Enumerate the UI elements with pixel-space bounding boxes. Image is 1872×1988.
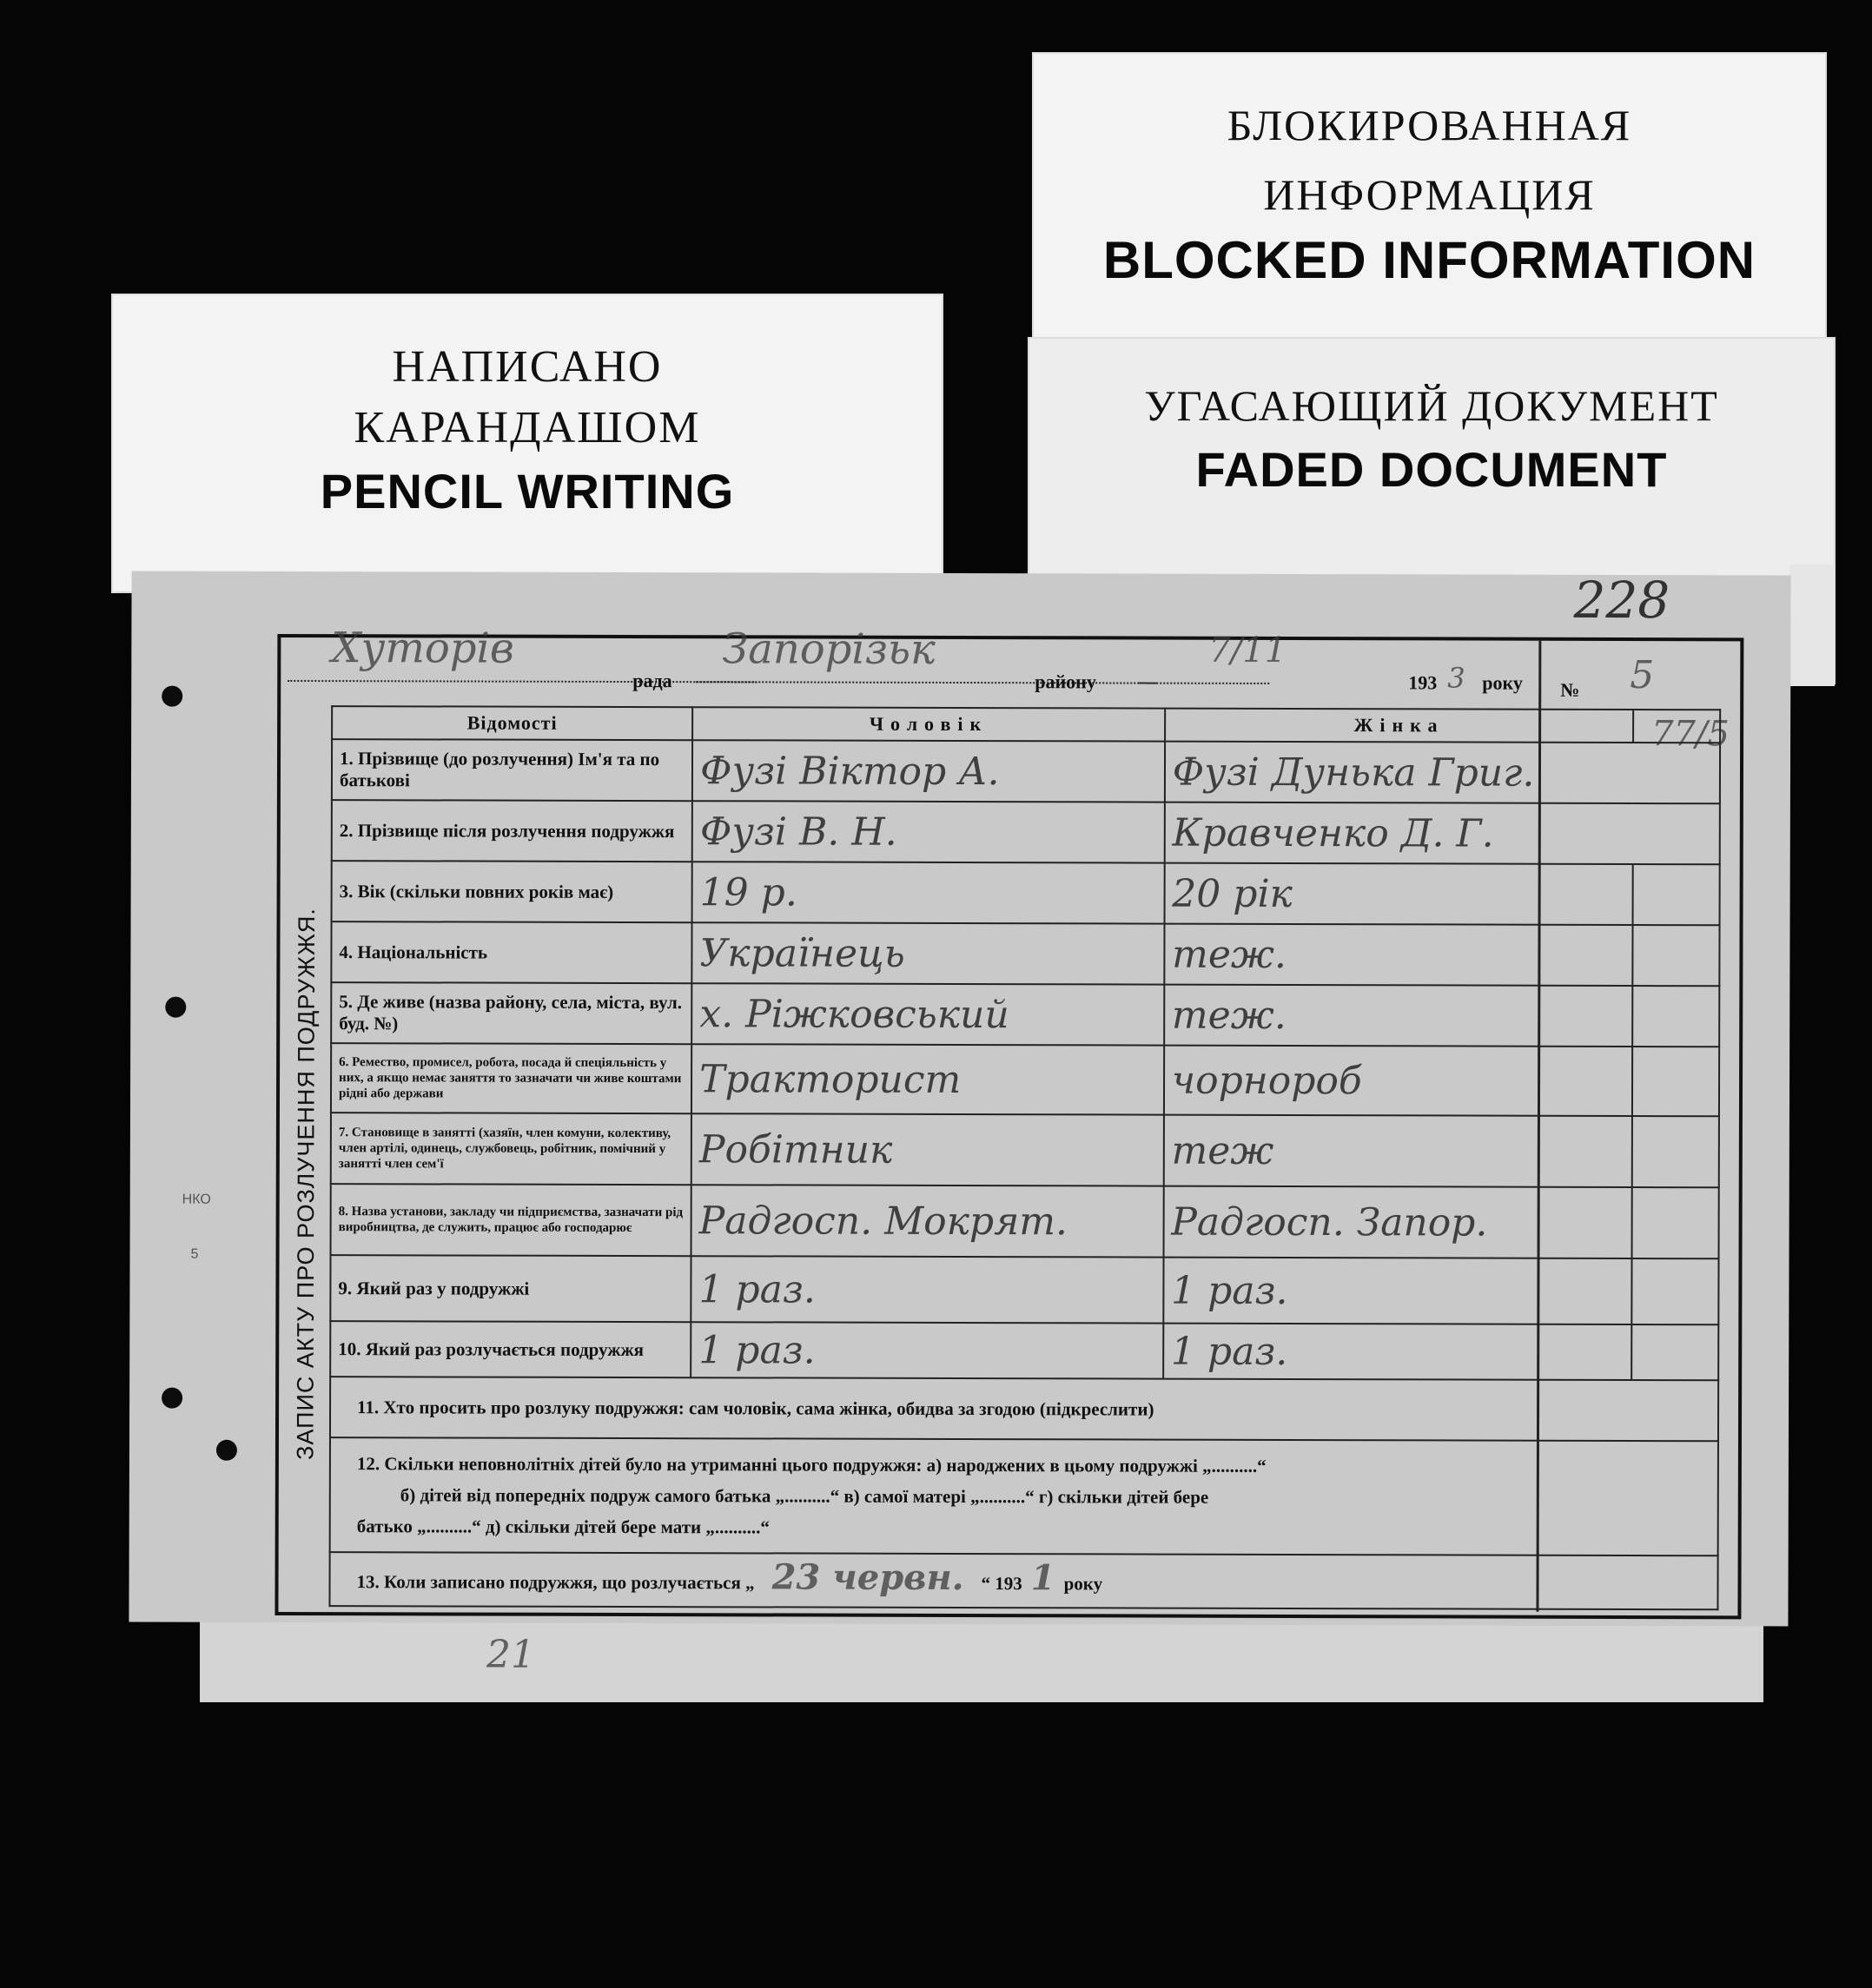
pencil-en-label: PENCIL WRITING [320,464,735,518]
table-row [332,739,1720,803]
table-row [331,1113,1719,1187]
table-header-row [332,706,1720,743]
punch-hole [162,1388,182,1409]
blocked-en-label: BLOCKED INFORMATION [1102,231,1756,289]
row-label: 3. Вік (скільки повних років має) [332,861,692,922]
question-12 [330,1437,1718,1555]
man-value: 1 раз. [691,1256,1163,1323]
man-value: Радгосп. Мокрят. [691,1185,1164,1257]
question-12-line1: 12. Скільки неповнолітніх дітей було на утриманні цього подружжя: а) народжених в цьому подружжі „..........“ [356,1453,1267,1476]
row-label: 9. Який раз у подружжі [330,1255,691,1322]
table-row [332,800,1720,864]
question-13-year-label: року [1063,1573,1103,1595]
card-edge [1789,565,1835,686]
punch-hole [216,1440,237,1461]
woman-value: теж [1163,1115,1632,1187]
man-value: х. Ріжковський [691,983,1164,1045]
woman-value: 20 рік [1164,863,1633,925]
man-value: 1 раз. [691,1322,1163,1378]
woman-value: 1 раз. [1163,1324,1632,1380]
vertical-title-text: ЗАПИС АКТУ ПРО РОЗЛУЧЕННЯ ПОДРУЖЖЯ. [292,908,321,1460]
divorce-record-form [129,571,1790,1627]
bottom-mark: 21 [486,1633,535,1677]
woman-value: теж. [1164,924,1633,986]
row-label: 5. Де живе (назва району, села, міста, вул. буд. №) [331,982,691,1044]
question-13-row [329,1552,1717,1609]
table-row [331,982,1719,1047]
blocked-ru-line1: БЛОКИРОВАННАЯ [1227,101,1632,149]
col-woman: Жінка [1165,709,1634,743]
year-prefix: 193 [1408,671,1438,694]
right-margin-note: 77/5 [1651,714,1730,755]
page-number: 228 [1573,570,1670,631]
question-13-year-digit: 1 [1030,1557,1055,1599]
row-label: 10. Який раз розлучається подружжя [330,1321,691,1377]
table-row [330,1321,1718,1380]
row-label: 2. Прізвище після розлучення подружжя [332,800,692,862]
year-digit: 3 [1447,661,1465,695]
blocked-ru-line2: ИНФОРМАЦИЯ [1263,170,1596,219]
pencil-ru-line2: КАРАНДАШОМ [354,403,701,452]
col-info: Відомості [332,706,692,740]
woman-value: 1 раз. [1163,1258,1632,1324]
raion-value: Запорізьк [722,624,936,674]
record-table [328,705,1721,1610]
col-man: Чоловік [692,707,1165,741]
row-label: 1. Прізвище (до розлучення) Ім'я та по батькові [332,739,692,801]
table-row [331,1184,1719,1258]
number-label: № [1560,678,1580,701]
question-11-row [330,1377,1718,1441]
pencil-ru-line1: НАПИСАНО [392,342,663,392]
woman-value: теж. [1164,985,1633,1047]
rada-value: Хуторів [331,624,514,673]
question-12-row [330,1437,1718,1555]
man-value: Фузі Віктор А. [692,740,1165,802]
woman-value: Кравченко Д. Г. [1164,802,1719,865]
date-value: 7/11 [1208,630,1287,670]
side-note: НКО [182,1192,211,1207]
woman-value: чорнороб [1164,1046,1633,1116]
punch-hole [165,997,186,1018]
number-value: 5 [1630,653,1655,698]
woman-value: Фузі Дунька Григ. [1165,742,1720,804]
row-label: 7. Становище в занятті (хазяїн, член комуни, колективу, член артілі, одинець, службовець, робітник, помічний у занятті член сем'ї [331,1113,691,1185]
row-label: 6. Ремество, промисел, робота, посада й спеціяльність у них, а якщо немає заняття то зазначати чи живе коштами рідні або держави [331,1043,691,1113]
table-row [331,1043,1719,1116]
question-13-year-prefix: “ 193 [981,1573,1022,1595]
woman-value: Радгосп. Запор. [1163,1186,1632,1258]
man-value: Робітник [691,1113,1164,1186]
blocked-information-card [1032,52,1827,339]
question-12-line2: б) дітей від попередніх подруж самого батька „..........“ в) самої матері „..........“ г) скільки дітей бере [400,1484,1209,1508]
man-value: Фузі В. Н. [692,801,1165,862]
man-value: 19 р. [692,862,1165,923]
table-row [331,921,1719,986]
row-label: 8. Назва установи, закладу чи підприємства, зазначати рід виробництва, де служить, працює або господарює [331,1184,691,1256]
raion-label: району [1035,670,1096,693]
pencil-writing-card [111,294,943,593]
rada-label: рада [632,670,672,692]
table-row [332,861,1720,925]
man-value: Тракторист [691,1044,1164,1114]
question-13-value: 23 червн. [771,1556,964,1599]
side-note: 5 [190,1246,199,1262]
question-12-line3: батько „..........“ д) скільки дітей бере мати „..........“ [356,1516,770,1538]
row-label: 4. Національність [331,921,691,983]
date-line [1139,683,1269,684]
vertical-title [280,858,334,1509]
faded-ru-label: УГАСАЮЩИЙ ДОКУМЕНТ [1144,381,1719,430]
punch-hole [162,686,182,707]
year-label: року [1482,671,1523,694]
faded-en-label: FADED DOCUMENT [1195,442,1668,497]
table-row [330,1255,1718,1324]
question-13-label: 13. Коли записано подружжя, що розлучається „ [356,1571,755,1594]
man-value: Українець [691,922,1164,984]
question-13 [329,1552,1717,1609]
question-11: 11. Хто просить про розлуку подружжя: сам чоловік, сама жінка, обидва за згодою (підкреслити) [330,1377,1718,1441]
